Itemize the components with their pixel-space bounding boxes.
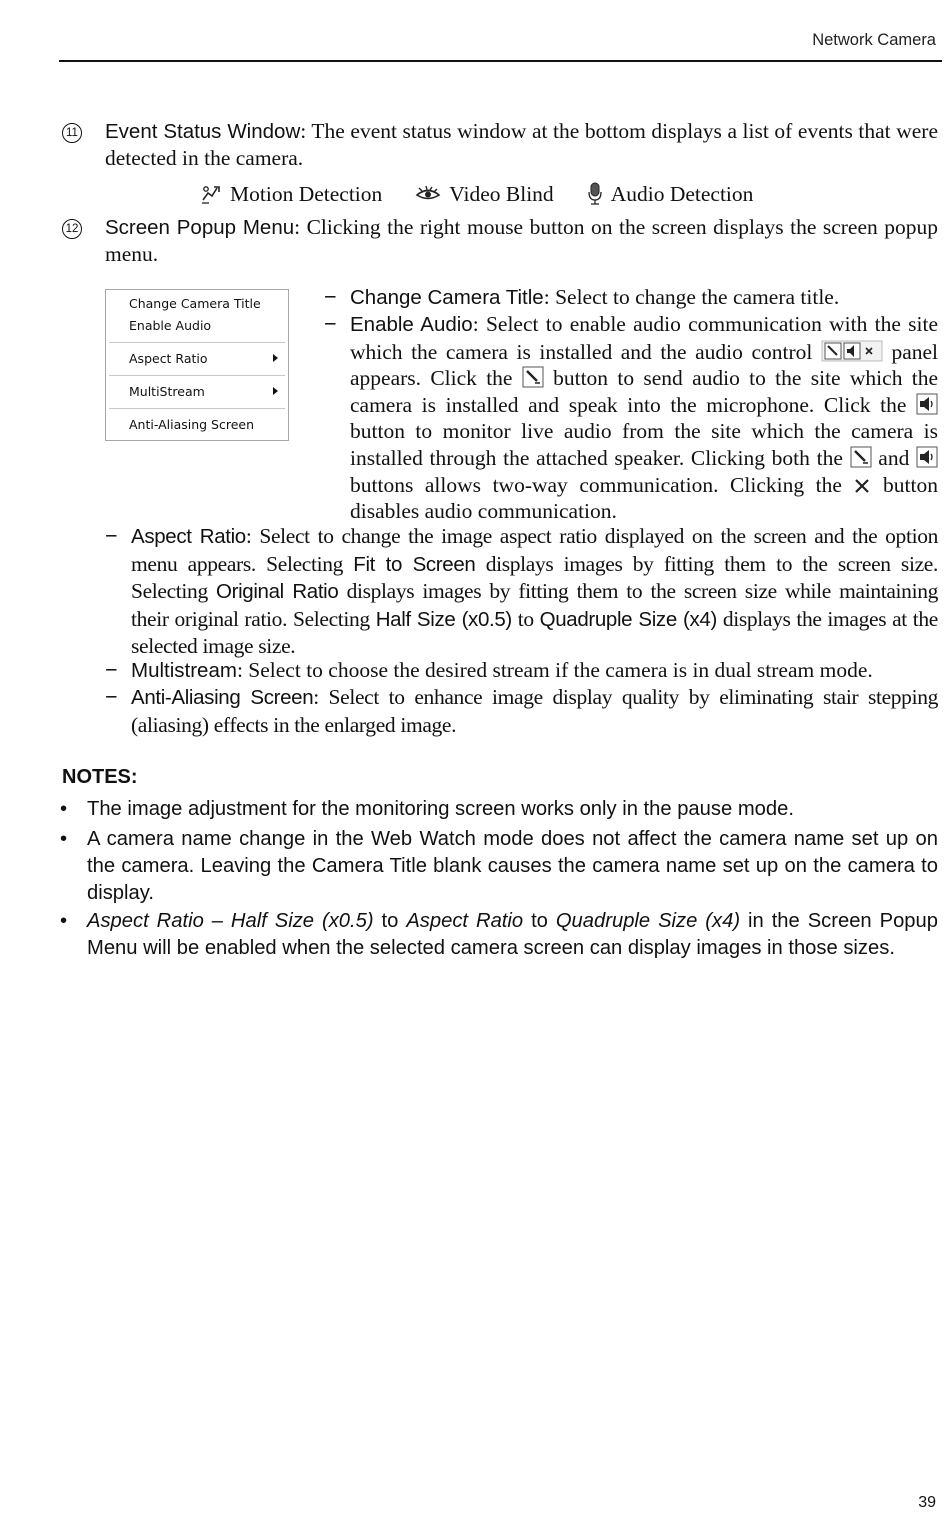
term-multistream: Multistream: [131, 659, 237, 682]
bullet: •: [60, 828, 68, 850]
anti-aliasing-text: : Select to enhance image display quality by eliminating stair stepping (aliasing) effects in the enlarged image.: [131, 685, 938, 737]
enable-audio-text-7: button disables audio communication.: [350, 472, 938, 524]
submenu-arrow-icon: [273, 387, 278, 395]
change-camera-title-text: : Select to change the camera title.: [543, 285, 840, 309]
term-fit-to-screen: Fit to Screen: [353, 552, 476, 576]
legend-audio: [587, 182, 754, 207]
bullet: •: [60, 910, 68, 932]
enable-audio-text-6: buttons allows two-way communication. Clicking the: [350, 472, 842, 497]
dash: −: [324, 285, 337, 309]
note-3-italic-e: Quadruple Size (x4): [555, 910, 741, 932]
speaker-button-icon: [916, 393, 938, 415]
motion-detection-icon: [200, 184, 222, 204]
legend-motion: [200, 182, 382, 207]
event-legend: [200, 180, 786, 208]
enable-audio-text-4: button to monitor live audio from the site which the camera is installed through the attached speaker. Clicking both the: [350, 419, 938, 470]
desc-anti-aliasing: [105, 684, 938, 738]
speaker-button-icon: [916, 446, 938, 468]
screen-popup-menu: [105, 289, 289, 441]
aspect-ratio-text-4: to: [517, 606, 534, 631]
enable-audio-text-3: button to send audio to the site which the camera is installed and speak into the microphone. Click the: [350, 366, 939, 417]
screen-popup-menu-paragraph: [105, 214, 938, 268]
desc-multistream: [105, 657, 938, 685]
menu-item-enable-audio[interactable]: Enable Audio: [129, 318, 212, 333]
item-number-11: 11: [62, 123, 82, 143]
note-3-italic-c: Aspect Ratio: [406, 910, 524, 932]
microphone-button-icon: [850, 446, 872, 468]
menu-item-multistream[interactable]: MultiStream: [129, 384, 205, 399]
bullet: •: [60, 798, 68, 820]
note-3-text-f: in the Screen Popup Menu will be enabled when the selected camera screen can display images in those sizes.: [87, 910, 938, 959]
term-aspect-ratio: Aspect Ratio: [131, 525, 246, 548]
menu-item-anti-aliasing-screen[interactable]: Anti-Aliasing Screen: [129, 417, 255, 432]
desc-enable-audio: [324, 311, 939, 525]
event-status-window-paragraph: [105, 118, 938, 172]
note-3: [60, 908, 938, 962]
legend-motion-label: Motion Detection: [230, 181, 383, 206]
enable-audio-text-5: and: [878, 445, 910, 470]
note-2-text: A camera name change in the Web Watch mode does not affect the camera name set up on the camera. Leaving the Camera Title blank causes the camera name set up on the camera to display.: [87, 828, 938, 904]
desc-aspect-ratio: [105, 523, 938, 660]
menu-separator: [109, 375, 285, 376]
term-screen-popup-menu: Screen Popup Menu: [105, 216, 295, 239]
term-half-size: Half Size (x0.5): [375, 607, 512, 631]
term-change-camera-title: Change Camera Title: [350, 286, 544, 309]
note-1: [60, 796, 938, 823]
menu-item-aspect-ratio[interactable]: Aspect Ratio: [129, 351, 208, 366]
aspect-ratio-text-1: : Select to change the image aspect ratio displayed on the screen and the option menu appears. Selecting: [131, 524, 938, 576]
term-original-ratio: Original Ratio: [216, 580, 339, 604]
enable-audio-text-1: : Select to enable audio communication with the site which the camera is installed and the audio control: [350, 312, 938, 364]
dash: −: [105, 524, 118, 548]
note-2: [60, 826, 938, 907]
dash: −: [105, 658, 118, 682]
legend-audio-label: Audio Detection: [610, 181, 754, 206]
microphone-button-icon: [522, 366, 544, 388]
menu-separator: [109, 408, 285, 409]
multistream-text: : Select to choose the desired stream if the camera is in dual stream mode.: [236, 658, 873, 682]
note-1-text: The image adjustment for the monitoring screen works only in the pause mode.: [87, 798, 794, 820]
dash: −: [324, 312, 337, 336]
enable-audio-text-2: panel appears. Click the: [350, 339, 939, 391]
aspect-ratio-text-2: displays images by fitting them to the screen size. Selecting: [131, 551, 938, 604]
aspect-ratio-text-5: displays the images at the selected image size.: [131, 606, 938, 659]
close-icon: [853, 477, 871, 495]
note-3-text-d: to: [523, 910, 556, 932]
legend-video-blind-label: Video Blind: [449, 181, 554, 206]
header-rule: [59, 60, 942, 62]
menu-separator: [109, 342, 285, 343]
legend-video-blind: [415, 182, 553, 207]
running-header: Network Camera: [812, 31, 936, 49]
term-quadruple-size: Quadruple Size (x4): [539, 607, 717, 631]
desc-change-camera-title: [324, 284, 938, 312]
item-number-12: 12: [62, 219, 82, 239]
screen-popup-menu-desc: : Clicking the right mouse button on the screen displays the screen popup menu.: [105, 215, 938, 266]
note-3-text-b: to: [373, 910, 407, 932]
page-number: 39: [918, 1494, 936, 1511]
audio-control-panel-icon: [821, 340, 883, 362]
term-anti-aliasing-screen: Anti-Aliasing Screen: [131, 686, 314, 709]
term-event-status-window: Event Status Window: [105, 120, 301, 143]
note-3-italic-a: Aspect Ratio – Half Size (x0.5): [87, 910, 374, 932]
notes-heading: NOTES:: [62, 766, 138, 788]
audio-detection-icon: [587, 182, 603, 206]
video-blind-icon: [415, 184, 441, 204]
term-enable-audio: Enable Audio: [350, 313, 473, 336]
aspect-ratio-text-3: displays images by fitting them to the screen size while maintaining their original ratio. Selecting: [131, 579, 938, 631]
menu-item-change-camera-title[interactable]: Change Camera Title: [129, 296, 261, 311]
dash: −: [105, 685, 118, 709]
event-status-window-desc: : The event status window at the bottom displays a list of events that were detected in the camera.: [105, 119, 939, 170]
submenu-arrow-icon: [273, 354, 278, 362]
